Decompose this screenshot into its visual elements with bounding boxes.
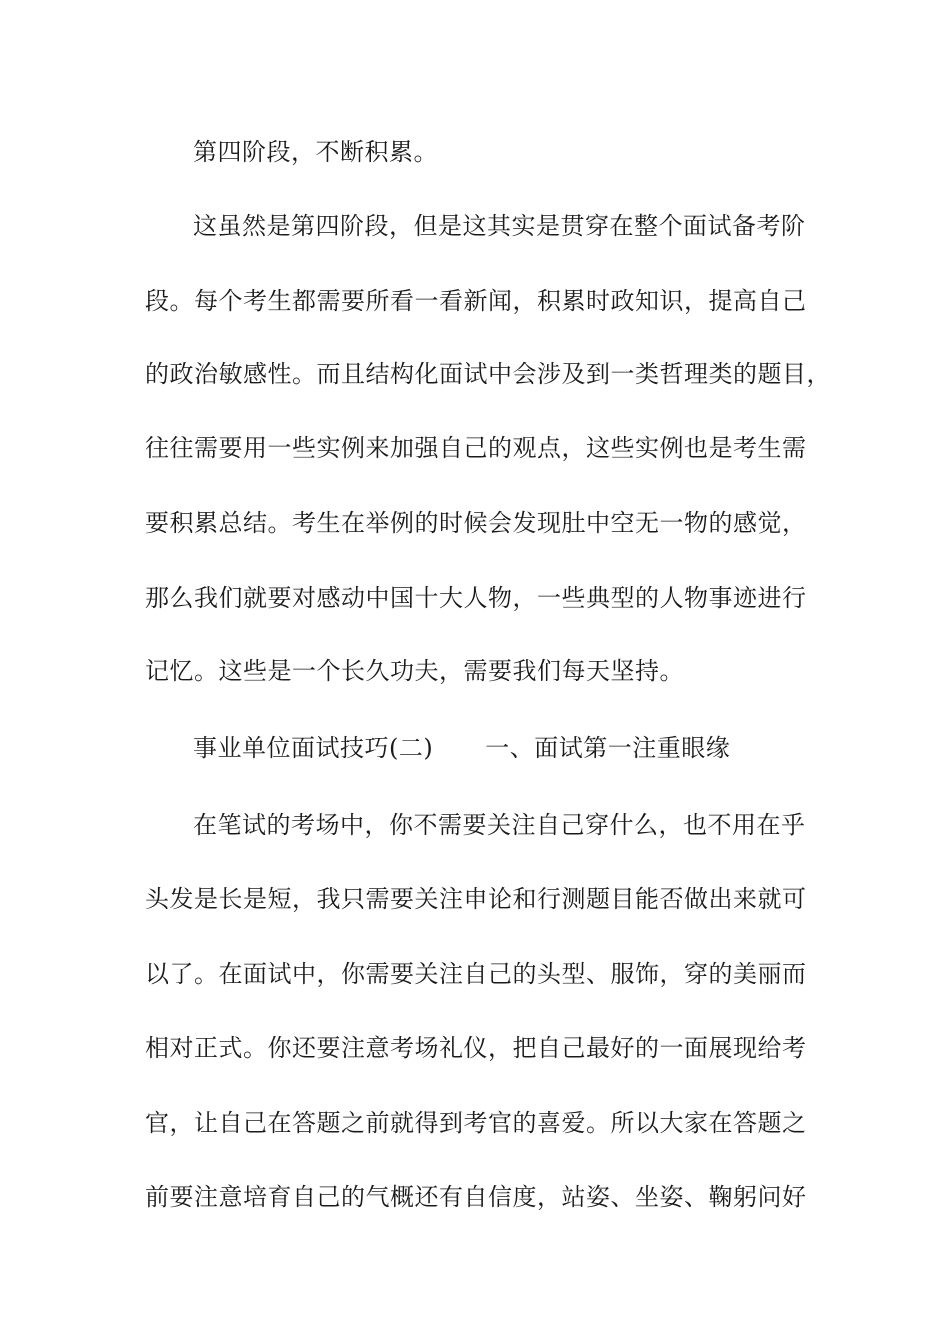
paragraph-line: 段。每个考生都需要所看一看新闻，积累时政知识，提高自己 [145, 287, 807, 315]
paragraph-line: 前要注意培育自己的气概还有自信度，站姿、坐姿、鞠躬问好 [145, 1183, 807, 1211]
paragraph-line: 记忆。这些是一个长久功夫，需要我们每天坚持。 [145, 657, 684, 685]
paragraph-line: 的政治敏感性。而且结构化面试中会涉及到一类哲理类的题目， [145, 360, 831, 388]
section-heading-line [193, 732, 730, 764]
paragraph-line: 第四阶段，不断积累。 [193, 138, 438, 166]
paragraph-line: 相对正式。你还要注意考场礼仪，把自己最好的一面展现给考 [145, 1034, 807, 1062]
section-heading: 事业单位面试技巧(二) [193, 734, 434, 762]
subsection-heading: 一、面试第一注重眼缘 [485, 734, 731, 762]
paragraph-line: 这虽然是第四阶段，但是这其实是贯穿在整个面试备考阶 [193, 212, 806, 240]
paragraph-line: 官，让自己在答题之前就得到考官的喜爱。所以大家在答题之 [145, 1109, 807, 1137]
paragraph-line: 要积累总结。考生在举例的时候会发现肚中空无一物的感觉， [145, 509, 807, 537]
paragraph-line: 那么我们就要对感动中国十大人物，一些典型的人物事迹进行 [145, 584, 807, 612]
paragraph-line: 往往需要用一些实例来加强自己的观点，这些实例也是考生需 [145, 434, 807, 462]
paragraph-line: 在笔试的考场中，你不需要关注自己穿什么，也不用在乎 [193, 811, 806, 839]
paragraph-line: 头发是长是短，我只需要关注申论和行测题目能否做出来就可 [145, 885, 807, 913]
paragraph-line: 以了。在面试中，你需要关注自己的头型、服饰，穿的美丽而 [145, 960, 807, 988]
